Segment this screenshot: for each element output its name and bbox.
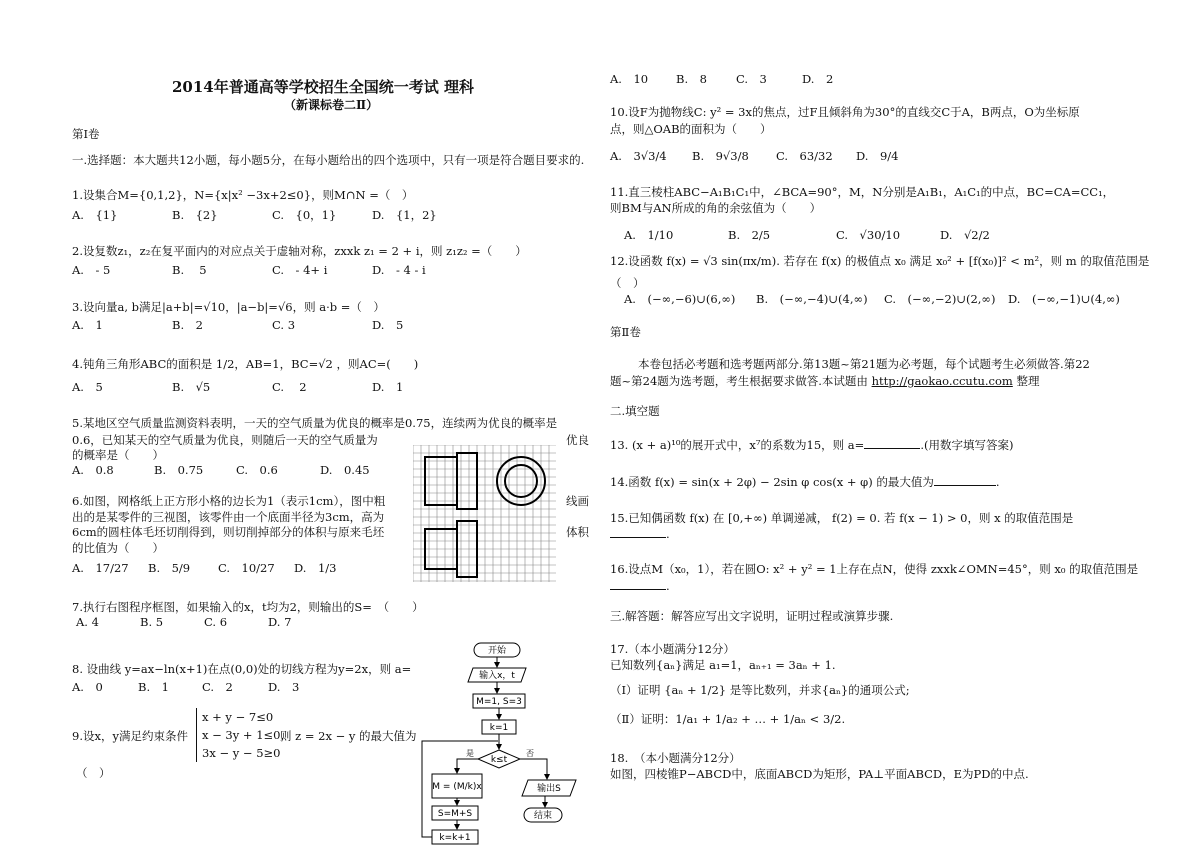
- q14-text-post: .: [995, 475, 1000, 489]
- q14: [610, 474, 1000, 490]
- q14-text: 14.函数 f(x) = sin(x + 2φ) − 2sin φ cos(x + φ) 的最大值为: [610, 475, 934, 489]
- q2-option-b: B. 5: [172, 263, 207, 277]
- flowchart: [412, 640, 580, 848]
- q16-text-post: .: [666, 579, 670, 593]
- q10-option-b: B. 9√3/8: [692, 149, 749, 163]
- q9-stem: 9.设x，y满足约束条件: [72, 729, 188, 743]
- q9-option-c: C. 3: [736, 72, 767, 86]
- q5-stem-line3: 的概率是（ ）: [72, 448, 164, 462]
- q4-option-b: B. √5: [172, 380, 211, 394]
- q4-option-a: A. 5: [72, 380, 103, 394]
- q6-options: [72, 560, 336, 576]
- q11-options: [624, 227, 990, 243]
- q8-stem: 8. 设曲线 y=ax−ln(x+1)在点(0,0)处的切线方程为y=2x，则 a=: [72, 662, 412, 676]
- q12-stem-line1: 12.设函数 f(x) = √3 sin(πx/m). 若存在 f(x) 的极值点 x₀ 满足 x₀² + [f(x₀)]² < m²，则 m 的取值范围是: [610, 254, 1150, 268]
- three-view-figure: [413, 445, 556, 582]
- q5-option-a: A. 0.8: [72, 463, 114, 477]
- q1-option-d: D. {1，2}: [372, 208, 437, 222]
- q17-head: 17.（本小题满分12分）: [610, 642, 735, 656]
- q9-options: [610, 71, 833, 87]
- exam-subtitle: （新课标卷二Ⅱ）: [284, 98, 379, 112]
- flow-m-step-label: M = (M/k)x: [432, 782, 482, 792]
- q4-option-c: C. 2: [272, 380, 307, 394]
- flow-inc-label: k=k+1: [439, 833, 471, 843]
- source-link[interactable]: http://gaokao.ccutu.com: [871, 374, 1013, 388]
- q11-stem-line1: 11.直三棱柱ABC−A₁B₁C₁中，∠BCA=90°，M，N分别是A₁B₁，A₁C₁的中点，BC=CA=CC₁，: [610, 185, 1115, 199]
- q16-line1: 16.设点M（x₀，1），若在圆O: x² + y² = 1上存在点N，使得 zxxk∠OMN=45°，则 x₀ 的取值范围是: [610, 562, 1139, 576]
- q14-answer-blank: [934, 475, 996, 486]
- q1-option-b: B. {2}: [172, 208, 218, 222]
- q5-option-b: B. 0.75: [154, 463, 204, 477]
- flow-s-step-label: S=M+S: [437, 809, 473, 819]
- q3-stem: 3.设向量a, b满足|a+b|=√10，|a−b|=√6，则 a·b =（ ）: [72, 300, 385, 314]
- q11-option-b: B. 2/5: [728, 228, 771, 242]
- q1-option-a: A. {1}: [72, 208, 118, 222]
- front-view-rect-right: [457, 453, 477, 509]
- q10-option-c: C. 63/32: [776, 149, 833, 163]
- q15-line1: 15.已知偶函数 f(x) 在 [0,+∞) 单调递减， f(2) = 0. 若 f(x − 1) > 0，则 x 的取值范围是: [610, 511, 1074, 525]
- top-view-inner-circle: [505, 465, 537, 497]
- q8-option-d: D. 3: [268, 680, 300, 694]
- q11-option-d: D. √2/2: [940, 228, 990, 242]
- part1-label: 第Ⅰ卷: [72, 127, 100, 141]
- flow-input-label: 输入x，t: [479, 671, 515, 681]
- q3-option-b: B. 2: [172, 318, 203, 332]
- fill-section-title: 二.填空题: [610, 404, 660, 418]
- q11-stem-line2: 则BM与AN所成的角的余弦值为（ ）: [610, 201, 822, 215]
- q3-options: [72, 317, 403, 333]
- q1-stem: 1.设集合M={0,1,2}，N={x|x² −3x+2≤0}，则M∩N =（ ）: [72, 188, 414, 202]
- q6-stem-line3: 6cm的圆柱体毛坯切削得到，则切削掉部分的体积与原来毛坯: [72, 525, 385, 539]
- q3-option-a: A. 1: [72, 318, 103, 332]
- flow-start-label: 开始: [487, 646, 507, 656]
- front-view-rect-left: [425, 457, 457, 505]
- q12-options: [624, 291, 1120, 307]
- q4-options: [72, 379, 403, 395]
- q5-stem-line2: 0.6，已知某天的空气质量为优良，则随后一天的空气质量为: [72, 433, 378, 447]
- q4-option-d: D. 1: [372, 380, 404, 394]
- q9-tail: 则 z = 2x − y 的最大值为: [280, 729, 417, 743]
- q1-options: [72, 207, 437, 223]
- q12-option-a: A. (−∞,−6)∪(6,∞): [624, 292, 736, 306]
- q2-options: [72, 262, 426, 278]
- flow-end-label: 结束: [533, 811, 553, 821]
- q13: [610, 437, 1013, 453]
- q15-text-post: .: [666, 527, 670, 541]
- q9-option-b: B. 8: [676, 72, 707, 86]
- part2-label: 第Ⅱ卷: [610, 325, 641, 339]
- q2-option-d: D. - 4 - i: [372, 263, 426, 277]
- q12-option-d: D. (−∞,−1)∪(4,∞): [1008, 292, 1120, 306]
- q2-option-c: C. - 4+ i: [272, 263, 328, 277]
- q18-head: 18. （本小题满分12分）: [610, 751, 741, 765]
- q8-option-b: B. 1: [138, 680, 169, 694]
- q7-stem: 7.执行右图程序框图，如果输入的x，t均为2，则输出的S= （ ）: [72, 600, 424, 614]
- q7-option-b: B. 5: [140, 615, 164, 629]
- q17-part1: （Ⅰ）证明 {aₙ + 1/2} 是等比数列，并求{aₙ}的通项公式;: [610, 683, 910, 697]
- q18-body: 如图，四棱锥P−ABCD中，底面ABCD为矩形，PA⊥平面ABCD，E为PD的中点.: [610, 767, 1029, 781]
- q5-option-d: D. 0.45: [320, 463, 370, 477]
- q9-constraint-3: 3x − y − 5≥0: [202, 746, 281, 760]
- figure-grid: [413, 445, 556, 582]
- q13-text: 13. (x + a)¹⁰的展开式中，x⁷的系数为15，则 a=: [610, 438, 865, 452]
- q10-stem-line1: 10.设F为抛物线C: y² = 3x的焦点，过F且倾斜角为30°的直线交C于A，B两点，O为坐标原: [610, 105, 1080, 119]
- q5-option-c: C. 0.6: [236, 463, 278, 477]
- q8-option-a: A. 0: [72, 680, 103, 694]
- part2-intro-line2: [610, 373, 1039, 389]
- flow-cond-label: k≤t: [490, 755, 508, 765]
- q10-option-a: A. 3√3/4: [610, 149, 667, 163]
- flow-init-label: M=1, S=3: [476, 697, 522, 707]
- q9-constraint-1: x + y − 7≤0: [202, 710, 274, 724]
- q9-constraint-2: x − 3y + 1≤0，: [202, 728, 292, 742]
- q8-option-c: C. 2: [202, 680, 233, 694]
- q2-option-a: A. - 5: [72, 263, 111, 277]
- flow-k-label: k=1: [489, 723, 509, 733]
- q7-options: [76, 615, 291, 629]
- q15-answer-blank: [610, 527, 666, 538]
- q10-stem-line2: 点，则△OAB的面积为（ ）: [610, 122, 772, 136]
- q6-stem-line4: 的比值为（ ）: [72, 541, 164, 555]
- q11-option-c: C. √30/10: [836, 228, 901, 242]
- q9-constraints: [196, 708, 292, 762]
- q7-option-a: A. 4: [76, 615, 99, 629]
- q5-options: [72, 462, 370, 478]
- q10-option-d: D. 9/4: [856, 149, 899, 163]
- q10-options: [610, 148, 898, 164]
- q12-stem-line2: （ ）: [610, 276, 645, 290]
- q1-option-c: C. {0，1}: [272, 208, 337, 222]
- q3-option-c: C. 3: [272, 318, 296, 332]
- q7-option-c: C. 6: [204, 615, 228, 629]
- q3-option-d: D. 5: [372, 318, 404, 332]
- q5-stem-line1: 5.某地区空气质量监测资料表明，一天的空气质量为优良的概率是0.75，连续两为优良的概率是: [72, 416, 558, 430]
- q9-option-a: A. 10: [610, 72, 649, 86]
- q11-option-a: A. 1/10: [624, 228, 674, 242]
- part2-intro-line1: 本卷包括必考题和选考题两部分.第13题~第21题为必考题，每个试题考生必须做答.第22: [638, 357, 1090, 371]
- q16-line2: [610, 579, 670, 593]
- section-choice-title: 一.选择题：本大题共12小题，每小题5分，在每小题给出的四个选项中，只有一项是符合题目要求的.: [72, 153, 585, 167]
- exam-title: 2014年普通高等学校招生全国统一考试 理科: [172, 78, 474, 96]
- q15-line2: [610, 527, 670, 541]
- q6-option-c: C. 10/27: [218, 561, 275, 575]
- q6-stem-line1: 6.如图，网格纸上正方形小格的边长为1（表示1cm），图中粗: [72, 494, 386, 508]
- q4-stem: 4.钝角三角形ABC的面积是 1/2，AB=1，BC=√2 ，则AC=( ): [72, 357, 419, 371]
- part2-intro-text-b: 整理: [1012, 374, 1040, 388]
- part2-intro-text-a: 题~第24题为选考题，考生根据要求做答.本试题由: [610, 374, 872, 388]
- q16-answer-blank: [610, 579, 666, 590]
- q17-part2: （Ⅱ）证明：1/a₁ + 1/a₂ + … + 1/aₙ < 3/2.: [610, 712, 846, 726]
- q9-option-d: D. 2: [802, 72, 834, 86]
- q6-stem-line1-right: 线画: [566, 494, 589, 508]
- q6-option-d: D. 1/3: [294, 561, 337, 575]
- q6-stem-line2: 出的是某零件的三视图，该零件由一个底面半径为3cm，高为: [72, 510, 385, 524]
- q12-option-c: C. (−∞,−2)∪(2,∞): [884, 292, 996, 306]
- q9-paren: （ ）: [76, 766, 111, 780]
- q12-option-b: B. (−∞,−4)∪(4,∞): [756, 292, 868, 306]
- flow-output-label: 输出S: [537, 784, 561, 794]
- q7-option-d: D. 7: [268, 615, 292, 629]
- q13-text-post: .(用数字填写答案): [920, 438, 1014, 452]
- flow-yes-label: 是: [466, 749, 474, 758]
- q13-answer-blank: [864, 438, 920, 449]
- flow-no-label: 否: [526, 749, 534, 758]
- q6-stem-line3-right: 体积: [566, 525, 589, 539]
- q6-option-a: A. 17/27: [72, 561, 129, 575]
- q8-options: [72, 679, 299, 695]
- q17-given: 已知数列{aₙ}满足 a₁=1，aₙ₊₁ = 3aₙ + 1.: [610, 658, 836, 672]
- q2-stem: 2.设复数z₁，z₂在复平面内的对应点关于虚轴对称，zxxk z₁ = 2 + i，则 z₁z₂ =（ ）: [72, 244, 527, 258]
- solve-section-title: 三.解答题：解答应写出文字说明，证明过程或演算步骤.: [610, 609, 894, 623]
- q6-option-b: B. 5/9: [148, 561, 191, 575]
- q5-stem-line2-right: 优良: [566, 433, 589, 447]
